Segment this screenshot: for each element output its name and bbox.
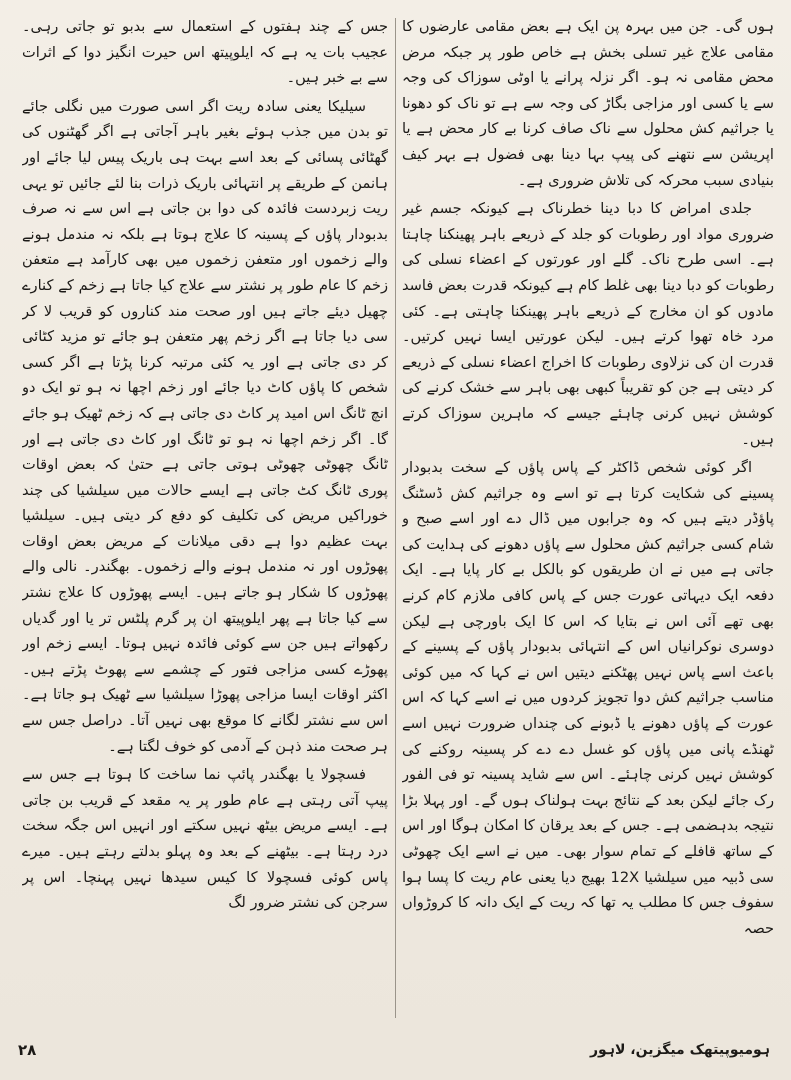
column-divider bbox=[395, 18, 396, 1018]
right-text-column bbox=[402, 14, 774, 1024]
paragraph: جس کے چند ہفتوں کے استعمال سے بدبو تو جاتی رہی۔ عجیب بات یہ ہے کہ ایلوپیتھ اس حیرت انگیز دوا کے اثرات سے بے خبر ہیں۔ bbox=[22, 18, 388, 87]
paragraph: اگر کوئی شخص ڈاکٹر کے پاس پاؤں کے سخت بدبودار پسینے کی شکایت کرتا ہے تو اسے وہ جراثیم کش ڈسٹنگ پاؤڈر دیتے ہیں کہ وہ جرابوں میں ڈال دے اور اسے صبح و شام کسی جراثیم کش محلول سے پاؤں دھونے کی ہدایت کی جاتی ہے میں نے ان طریقوں کو بالکل بے کار پایا ہے۔ ایک دفعہ ایک دیہاتی عورت جس کے پاس کافی ملازم کام کرنے بھی تھے آئی اس نے بتایا کہ اس کا ایک باورچی ہے لیکن دوسری نوکرانیاں اس کے انتہائی بدبودار پاؤں کے پسینے کے باعث اسے پاس نہیں پھٹکنے دیتیں اس نے کہا کہ میں کوئی مناسب جراثیم کش دوا تجویز کردوں میں نے اسے کہا کہ اس عورت کے پاؤں دھونے یا ڈبونے کی چنداں ضرورت نہیں اسے ٹھنڈے پانی میں پاؤں کو غسل دے دے کر پسینہ روکنے کی کوشش نہیں کرنی چاہئے۔ اس سے شاید پسینہ تو فی الفور رک جائے لیکن بعد کے نتائج بہت ہولناک ہوں گے۔ اور پہلا بڑا نتیجہ بدہضمی ہے۔ جس کے بعد یرقان کا امکان ہوگا اور اس کے ساتھ قافلے کے تمام سوار بھی۔ میں نے اسے ایک چھوٹی سی ڈبیہ میں سیلشیا 12X بھیج دیا یعنی عام ریت کا پسا ہوا سفوف جس کا مطلب یہ تھا کہ ریت کے ایک دانہ کا کروڑواں حصہ bbox=[402, 459, 774, 937]
magazine-title-footer: ہومیوپیتھک میگزین، لاہور bbox=[589, 1042, 770, 1058]
left-text-column bbox=[22, 14, 388, 1024]
paragraph: ہوں گی۔ جن میں بہرہ پن ایک ہے بعض مقامی عارضوں کا مقامی علاج غیر تسلی بخش ہے خاص طور پر جبکہ مرض محض مقامی نہ ہو۔ اگر نزلہ پرانے یا اوٹی سوزاک کی وجہ سے یا کسی اور مزاجی بگاڑ کی وجہ سے ہے تو ناک کو دھونا یا جراثیم کش محلول سے ناک صاف کرنا بے کار محض ہے یا اپریشن سے نتھنے کی پیپ بہا دینا بھی فضول ہے بہر کیف بنیادی سبب محرکہ کی تلاش ضروری ہے۔ bbox=[402, 18, 774, 189]
paragraph: جلدی امراض کا دبا دینا خطرناک ہے کیونکہ جسم غیر ضروری مواد اور رطوبات کو جلد کے ذریعے باہر پھینکنا چاہتا ہے۔ اسی طرح ناک۔ گلے اور عورتوں کے اعضاء نسلی کی رطوبات کو دبا دینا بھی غلط کام ہے کیونکہ قدرت بعض فاسد مادوں کو ان مخارج کے ذریعے باہر پھینکنا چاہتی ہے۔ کئی مرد خاہ تھوا کرتے ہیں۔ لیکن عورتیں ایسا نہیں کرتیں۔ قدرت ان کی نزلاوی رطوبات کا اخراج اعضاء نسلی کے ذریعے کر دیتی ہے جن کو تقریباً کبھی بھی باہر سے خشک کرنے کی کوشش نہیں کرنی چاہئے جیسے کہ ماہرین سوزاک کرتے ہیں۔ bbox=[402, 200, 774, 448]
page-number: ۲۸ bbox=[18, 1041, 37, 1059]
paragraph: فسچولا یا بھگندر پائپ نما ساخت کا ہوتا ہے جس سے پیپ آتی رہتی ہے عام طور پر یہ مقعد کے قریب بن جاتی ہے۔ ایسے مریض بیٹھ نہیں سکتے اور انہیں اس جگہ سخت درد رہتا ہے۔ بیٹھنے کے بعد وہ پہلو بدلتے رہتے ہیں۔ میرے پاس کوئی فسچولا کا کیس سیدھا نہیں پہنچا۔ اس پر سرجن کی نشتر ضرور لگ bbox=[22, 766, 388, 912]
paragraph: سیلیکا یعنی سادہ ریت اگر اسی صورت میں نگلی جائے تو بدن میں جذب ہوئے بغیر باہر آجاتی ہے اگر گھٹنوں کی گھٹائی پسائی کے بعد اسے بہت ہی باریک پیس لیا جائے اور ہانمن کے طریقے پر انتہائی باریک ذرات بنا لئے جائیں تو یہی ریت زبردست فائدہ کی دوا بن جاتی ہے اس سے نہ صرف بدبودار پاؤں کے پسینہ کا علاج ہوتا ہے بلکہ نہ مندمل ہونے والے زخموں اور متعفن زخموں میں بھی کارآمد ہے متعفن زخم کا عام طور پر نشتر سے علاج کیا جاتا ہے زخم کے کنارے چھیل دیئے جاتے ہیں اور صحت مند کناروں کو قریب لا کر سی دیا جاتا ہے اگر زخم پھر متعفن ہو جائے تو مزید کٹائی کر دی جاتی ہے اور یہ کئی مرتبہ کرنا پڑتا ہے اگر کسی شخص کا پاؤں کاٹ دیا جائے اور زخم اچھا نہ ہو تو ایک دو انچ ٹانگ اس امید پر کاٹ دی جاتی ہے کہ زخم ٹھیک ہو جائے گا۔ اگر زخم اچھا نہ ہو تو ٹانگ اور کاٹ دی جاتی ہے اور ٹانگ چھوٹی چھوٹی ہوتی جاتی ہے حتیٰ کہ بعض اوقات پوری ٹانگ کٹ جاتی ہے ایسے حالات میں سیلشیا کی چند خوراکیں مریض کی تکلیف کو دفع کر دیتی ہیں۔ سیلشیا بہت عظیم دوا ہے دقی میلانات کے مریض بعض اوقات پھوڑوں اور نہ مندمل ہونے والے زخموں۔ بھگندر۔ نالی والے پھوڑوں کا شکار ہو جاتے ہیں۔ ایسے پھوڑوں کا علاج نشتر سے کیا جاتا ہے پھر ایلوپیتھ ان پر گرم پلٹس تر یا اور گدیاں رکھواتے ہیں جن سے کوئی فائدہ نہیں ہوتا۔ ایسے زخم اور پھوڑے کسی مزاجی فتور کے چشمے سے پھوٹ پڑتے ہیں۔ اکثر اوقات ایسا مزاجی پھوڑا سیلشیا سے ٹھیک ہو جاتا ہے۔ اس سے نشتر لگانے کا موقع بھی نہیں آتا۔ دراصل جس سے ہر صحت مند ذہن کے آدمی کو خوف لگتا ہے۔ bbox=[22, 97, 388, 755]
